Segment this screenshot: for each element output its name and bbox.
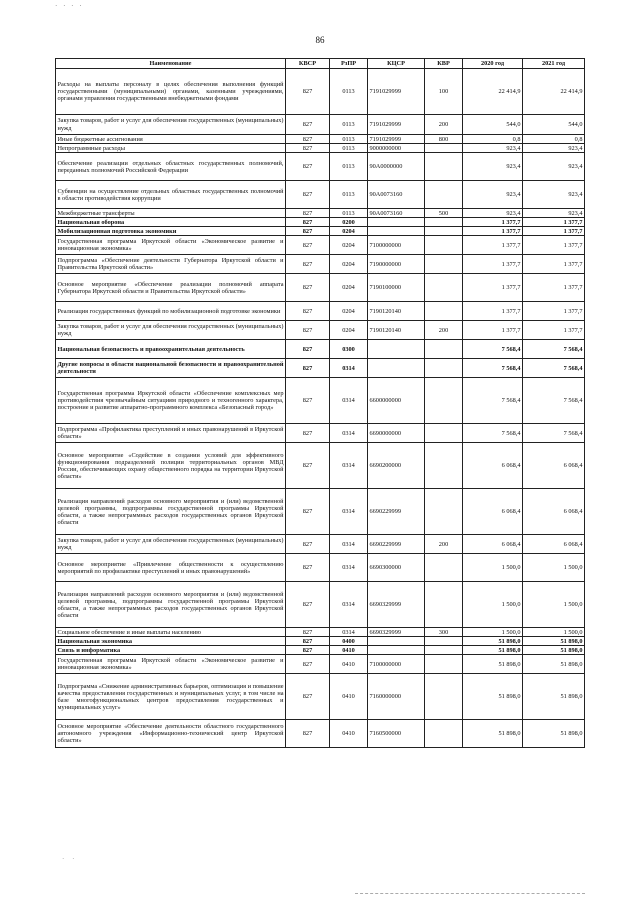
cell-kvr <box>425 443 463 489</box>
cell-2021: 1 377,7 <box>523 321 585 340</box>
cell-2020: 51 898,0 <box>463 637 523 646</box>
table-row <box>56 209 585 218</box>
cell-2021: 1 500,0 <box>523 628 585 637</box>
cell-kvsr: 827 <box>286 582 330 628</box>
cell-rzpr: 0314 <box>330 489 368 535</box>
cell-kcsr: 6690000000 <box>368 424 425 443</box>
cell-kcsr: 7191029999 <box>368 115 425 135</box>
cell-2020: 1 500,0 <box>463 628 523 637</box>
cell-2021: 1 377,7 <box>523 302 585 321</box>
cell-kvsr: 827 <box>286 720 330 748</box>
table-row <box>56 144 585 153</box>
cell-kvr <box>425 227 463 236</box>
cell-kvr <box>425 674 463 720</box>
cell-kvr <box>425 489 463 535</box>
cell-rzpr: 0204 <box>330 227 368 236</box>
cell-rzpr: 0314 <box>330 359 368 378</box>
cell-2020: 7 568,4 <box>463 340 523 359</box>
cell-rzpr: 0113 <box>330 69 368 115</box>
cell-2021: 6 068,4 <box>523 443 585 489</box>
cell-2021: 22 414,9 <box>523 69 585 115</box>
header-2021: 2021 год <box>523 59 585 69</box>
table-row <box>56 227 585 236</box>
cell-2021: 0,8 <box>523 135 585 144</box>
cell-kvr <box>425 637 463 646</box>
cell-2020: 51 898,0 <box>463 720 523 748</box>
cell-kvsr: 827 <box>286 181 330 209</box>
cell-2020: 1 377,7 <box>463 321 523 340</box>
cell-2020: 6 068,4 <box>463 535 523 554</box>
cell-kvr <box>425 255 463 274</box>
cell-kcsr <box>368 646 425 655</box>
cell-kvsr: 827 <box>286 554 330 582</box>
cell-kvr <box>425 359 463 378</box>
table-row <box>56 69 585 115</box>
table-row <box>56 115 585 135</box>
cell-name: Закупка товаров, работ и услуг для обеспечения государственных (муниципальных) нужд <box>56 115 286 135</box>
cell-rzpr: 0314 <box>330 554 368 582</box>
cell-rzpr: 0113 <box>330 115 368 135</box>
cell-rzpr: 0204 <box>330 236 368 255</box>
cell-kvr <box>425 144 463 153</box>
header-name: Наименование <box>56 59 286 69</box>
cell-2020: 923,4 <box>463 181 523 209</box>
cell-rzpr: 0314 <box>330 378 368 424</box>
cell-kcsr: 7100000000 <box>368 655 425 674</box>
cell-2021: 1 377,7 <box>523 227 585 236</box>
cell-kcsr: 7191029999 <box>368 135 425 144</box>
cell-name: Национальная оборона <box>56 218 286 227</box>
cell-name: Социальное обеспечение и иные выплаты населению <box>56 628 286 637</box>
cell-kcsr <box>368 359 425 378</box>
cell-kcsr <box>368 218 425 227</box>
cell-kcsr: 6690300000 <box>368 554 425 582</box>
cell-kcsr: 7190120140 <box>368 321 425 340</box>
cell-2021: 1 377,7 <box>523 218 585 227</box>
cell-2020: 544,0 <box>463 115 523 135</box>
header-kvr: КВР <box>425 59 463 69</box>
cell-2020: 6 068,4 <box>463 489 523 535</box>
cell-2020: 1 377,7 <box>463 218 523 227</box>
cell-name: Подпрограмма «Профилактика преступлений и иных правонарушений в Иркутской области» <box>56 424 286 443</box>
scan-edge-line <box>355 893 585 894</box>
cell-2020: 7 568,4 <box>463 378 523 424</box>
cell-rzpr: 0410 <box>330 720 368 748</box>
cell-rzpr: 0314 <box>330 582 368 628</box>
cell-2020: 1 500,0 <box>463 554 523 582</box>
cell-kvr <box>425 302 463 321</box>
cell-2021: 7 568,4 <box>523 424 585 443</box>
table-row <box>56 582 585 628</box>
table-body <box>56 69 585 748</box>
scan-specks: · · · · <box>55 2 84 10</box>
cell-name: Субвенции на осуществление отдельных областных государственных полномочий в области противодействия коррупции <box>56 181 286 209</box>
cell-kvsr: 827 <box>286 209 330 218</box>
cell-2021: 7 568,4 <box>523 359 585 378</box>
cell-name: Закупка товаров, работ и услуг для обеспечения государственных (муниципальных) нужд <box>56 321 286 340</box>
cell-kvsr: 827 <box>286 535 330 554</box>
cell-kvr: 800 <box>425 135 463 144</box>
cell-kvr <box>425 181 463 209</box>
cell-kvr: 200 <box>425 115 463 135</box>
table-row <box>56 274 585 302</box>
cell-kcsr: 7100000000 <box>368 236 425 255</box>
table-row <box>56 236 585 255</box>
budget-table <box>55 58 585 748</box>
cell-2020: 1 500,0 <box>463 582 523 628</box>
cell-rzpr: 0400 <box>330 637 368 646</box>
cell-name: Основное мероприятие «Обеспечение реализации полномочий аппарата Губернатора Иркутской области и Правительства Иркутской области» <box>56 274 286 302</box>
cell-kvsr: 827 <box>286 378 330 424</box>
cell-rzpr: 0200 <box>330 218 368 227</box>
cell-name: Связь и информатика <box>56 646 286 655</box>
cell-kvsr: 827 <box>286 359 330 378</box>
cell-2021: 1 500,0 <box>523 582 585 628</box>
table-row <box>56 637 585 646</box>
cell-2021: 6 068,4 <box>523 535 585 554</box>
cell-kvr <box>425 720 463 748</box>
cell-kcsr: 7190120140 <box>368 302 425 321</box>
table-row <box>56 489 585 535</box>
cell-2021: 51 898,0 <box>523 720 585 748</box>
cell-kcsr: 6690229999 <box>368 489 425 535</box>
cell-rzpr: 0314 <box>330 535 368 554</box>
cell-2020: 923,4 <box>463 209 523 218</box>
table-header-row <box>56 59 585 69</box>
cell-kcsr: 6690329999 <box>368 628 425 637</box>
cell-kcsr: 6600000000 <box>368 378 425 424</box>
cell-2021: 7 568,4 <box>523 340 585 359</box>
cell-kvsr: 827 <box>286 424 330 443</box>
page-number: 86 <box>315 35 325 45</box>
cell-name: Государственная программа Иркутской области «Обеспечение комплексных мер противодействия чрезвычайным ситуациям природного и техногенного характера, построение и развитие аппаратно-программного комплекса «Безопасный город» <box>56 378 286 424</box>
cell-kvr <box>425 153 463 181</box>
cell-name: Государственная программа Иркутской области «Экономическое развитие и инновационная экономика» <box>56 236 286 255</box>
cell-rzpr: 0300 <box>330 340 368 359</box>
cell-name: Непрограммные расходы <box>56 144 286 153</box>
cell-kvr: 200 <box>425 321 463 340</box>
table-row <box>56 255 585 274</box>
cell-kcsr: 7160500000 <box>368 720 425 748</box>
cell-rzpr: 0113 <box>330 135 368 144</box>
cell-kvsr: 827 <box>286 227 330 236</box>
cell-kvsr: 827 <box>286 321 330 340</box>
cell-kcsr: 7190100000 <box>368 274 425 302</box>
table-row <box>56 535 585 554</box>
cell-kvsr: 827 <box>286 302 330 321</box>
cell-rzpr: 0314 <box>330 628 368 637</box>
cell-name: Реализация направлений расходов основного мероприятия и (или) ведомственной целевой программы, подпрограммы государственной программы Иркутской области, а также непрограммных расходов государственных органов Иркутской области <box>56 582 286 628</box>
cell-2021: 1 377,7 <box>523 255 585 274</box>
cell-2020: 6 068,4 <box>463 443 523 489</box>
cell-kvr <box>425 378 463 424</box>
table-row <box>56 554 585 582</box>
table-row <box>56 181 585 209</box>
cell-name: Закупка товаров, работ и услуг для обеспечения государственных (муниципальных) нужд <box>56 535 286 554</box>
table-row <box>56 378 585 424</box>
cell-2020: 923,4 <box>463 153 523 181</box>
table-row <box>56 655 585 674</box>
table-row <box>56 628 585 637</box>
cell-2020: 1 377,7 <box>463 227 523 236</box>
cell-kvr: 200 <box>425 535 463 554</box>
cell-name: Основное мероприятие «Содействие в создании условий для эффективного функционирования подразделений полиции территориальных органов МВД России, обеспечивающих охрану общественного порядка на территории Иркутской области» <box>56 443 286 489</box>
cell-kvr <box>425 236 463 255</box>
cell-rzpr: 0314 <box>330 424 368 443</box>
cell-name: Расходы на выплаты персоналу в целях обеспечения выполнения функций государственными (муниципальными) органами, казенными учреждениями, органами управления государственными внебюджетными фондами <box>56 69 286 115</box>
cell-name: Реализация государственных функций по мобилизационной подготовке экономики <box>56 302 286 321</box>
cell-2021: 51 898,0 <box>523 646 585 655</box>
table-row <box>56 443 585 489</box>
cell-kcsr: 6690229999 <box>368 535 425 554</box>
cell-kvr <box>425 655 463 674</box>
cell-kvr <box>425 646 463 655</box>
cell-2021: 1 377,7 <box>523 236 585 255</box>
cell-rzpr: 0113 <box>330 153 368 181</box>
header-kcsr: КЦСР <box>368 59 425 69</box>
table-row <box>56 153 585 181</box>
cell-kvr <box>425 582 463 628</box>
cell-rzpr: 0314 <box>330 443 368 489</box>
scan-specks-bottom: · · <box>62 855 78 863</box>
cell-rzpr: 0204 <box>330 321 368 340</box>
cell-rzpr: 0113 <box>330 209 368 218</box>
cell-kvr <box>425 340 463 359</box>
cell-kcsr: 90A0000000 <box>368 153 425 181</box>
table-row <box>56 720 585 748</box>
cell-name: Реализация направлений расходов основного мероприятия и (или) ведомственной целевой программы, подпрограммы государственной программы Иркутской области, а также непрограммных расходов государственных органов Иркутской области <box>56 489 286 535</box>
cell-kcsr: 9000000000 <box>368 144 425 153</box>
table-row <box>56 135 585 144</box>
cell-kvr <box>425 218 463 227</box>
header-rzpr: РзПР <box>330 59 368 69</box>
cell-rzpr: 0204 <box>330 274 368 302</box>
cell-kvsr: 827 <box>286 443 330 489</box>
cell-name: Мобилизационная подготовка экономики <box>56 227 286 236</box>
cell-kvsr: 827 <box>286 236 330 255</box>
table-row <box>56 302 585 321</box>
cell-kvsr: 827 <box>286 144 330 153</box>
cell-kcsr: 7190000000 <box>368 255 425 274</box>
cell-kcsr: 6690329999 <box>368 582 425 628</box>
cell-kvsr: 827 <box>286 135 330 144</box>
cell-2020: 22 414,9 <box>463 69 523 115</box>
cell-kvsr: 827 <box>286 655 330 674</box>
cell-kcsr: 90A0073160 <box>368 209 425 218</box>
cell-rzpr: 0410 <box>330 674 368 720</box>
cell-name: Подпрограмма «Снижение административных барьеров, оптимизация и повышение качества предоставления государственных и муниципальных услуг, в том числе на базе многофункциональных центров предоставления государственных и муниципальных услуг» <box>56 674 286 720</box>
table-row <box>56 424 585 443</box>
cell-2021: 7 568,4 <box>523 378 585 424</box>
cell-name: Подпрограмма «Обеспечение деятельности Губернатора Иркутской области и Правительства Иркутской области» <box>56 255 286 274</box>
cell-name: Основное мероприятие «Привлечение общественности к осуществлению мероприятий по профилактике преступлений и иных правонарушений» <box>56 554 286 582</box>
header-kvsr: КВСР <box>286 59 330 69</box>
cell-2021: 923,4 <box>523 153 585 181</box>
cell-name: Иные бюджетные ассигнования <box>56 135 286 144</box>
cell-kvsr: 827 <box>286 115 330 135</box>
cell-2020: 7 568,4 <box>463 359 523 378</box>
cell-kvr: 300 <box>425 628 463 637</box>
cell-2021: 51 898,0 <box>523 655 585 674</box>
cell-rzpr: 0113 <box>330 181 368 209</box>
table-row <box>56 646 585 655</box>
cell-2020: 0,8 <box>463 135 523 144</box>
cell-kvr <box>425 424 463 443</box>
cell-kvsr: 827 <box>286 255 330 274</box>
cell-2021: 923,4 <box>523 144 585 153</box>
table-row <box>56 359 585 378</box>
cell-kvsr: 827 <box>286 674 330 720</box>
cell-rzpr: 0410 <box>330 655 368 674</box>
table-row <box>56 321 585 340</box>
cell-kvr <box>425 274 463 302</box>
cell-2021: 6 068,4 <box>523 489 585 535</box>
cell-2021: 51 898,0 <box>523 674 585 720</box>
cell-kcsr <box>368 227 425 236</box>
cell-rzpr: 0410 <box>330 646 368 655</box>
cell-2021: 544,0 <box>523 115 585 135</box>
cell-2021: 51 898,0 <box>523 637 585 646</box>
cell-kcsr: 90A0073160 <box>368 181 425 209</box>
cell-name: Межбюджетные трансферты <box>56 209 286 218</box>
cell-kvsr: 827 <box>286 637 330 646</box>
cell-kcsr <box>368 340 425 359</box>
cell-2020: 51 898,0 <box>463 646 523 655</box>
cell-2020: 1 377,7 <box>463 255 523 274</box>
table-row <box>56 340 585 359</box>
cell-kvsr: 827 <box>286 274 330 302</box>
cell-2020: 923,4 <box>463 144 523 153</box>
cell-kcsr <box>368 637 425 646</box>
cell-name: Обеспечение реализации отдельных областных государственных полномочий, переданных полномочий Российской Федерации <box>56 153 286 181</box>
cell-2020: 51 898,0 <box>463 674 523 720</box>
cell-rzpr: 0204 <box>330 302 368 321</box>
cell-2021: 923,4 <box>523 209 585 218</box>
cell-name: Национальная экономика <box>56 637 286 646</box>
cell-2020: 7 568,4 <box>463 424 523 443</box>
cell-kcsr: 7160000000 <box>368 674 425 720</box>
cell-2021: 1 500,0 <box>523 554 585 582</box>
cell-kvsr: 827 <box>286 628 330 637</box>
cell-kvsr: 827 <box>286 646 330 655</box>
cell-kvsr: 827 <box>286 489 330 535</box>
cell-kcsr: 7191029999 <box>368 69 425 115</box>
cell-rzpr: 0113 <box>330 144 368 153</box>
cell-rzpr: 0204 <box>330 255 368 274</box>
cell-kvsr: 827 <box>286 153 330 181</box>
cell-name: Основное мероприятие «Обеспечение деятельности областного государственного автономного учреждения «Информационно-технический центр Иркутской области» <box>56 720 286 748</box>
header-2020: 2020 год <box>463 59 523 69</box>
cell-kvr: 100 <box>425 69 463 115</box>
cell-2021: 1 377,7 <box>523 274 585 302</box>
cell-kvsr: 827 <box>286 69 330 115</box>
cell-2020: 1 377,7 <box>463 302 523 321</box>
cell-kvsr: 827 <box>286 218 330 227</box>
cell-2020: 51 898,0 <box>463 655 523 674</box>
cell-name: Государственная программа Иркутской области «Экономическое развитие и инновационная экономика» <box>56 655 286 674</box>
cell-kcsr: 6690200000 <box>368 443 425 489</box>
cell-name: Национальная безопасность и правоохранительная деятельность <box>56 340 286 359</box>
cell-name: Другие вопросы в области национальной безопасности и правоохранительной деятельности <box>56 359 286 378</box>
cell-2020: 1 377,7 <box>463 236 523 255</box>
cell-2020: 1 377,7 <box>463 274 523 302</box>
cell-kvr <box>425 554 463 582</box>
cell-2021: 923,4 <box>523 181 585 209</box>
table-row <box>56 674 585 720</box>
cell-kvsr: 827 <box>286 340 330 359</box>
table-row <box>56 218 585 227</box>
cell-kvr: 500 <box>425 209 463 218</box>
